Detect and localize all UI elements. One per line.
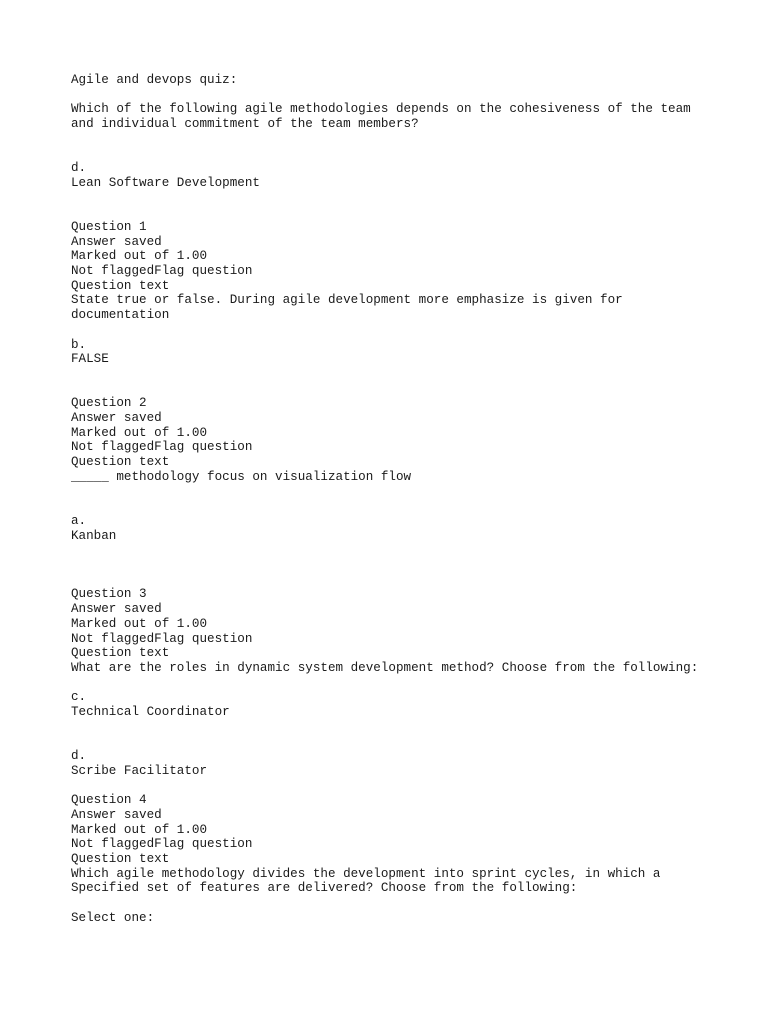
blank-line bbox=[71, 896, 731, 911]
answer-option-text: Lean Software Development bbox=[71, 175, 260, 190]
flag-status: Not flaggedFlag question bbox=[71, 264, 253, 279]
blank-line bbox=[71, 382, 731, 397]
doc-title: Agile and devops quiz: bbox=[71, 73, 238, 87]
question-number: Question 4 bbox=[71, 793, 147, 808]
blank-line bbox=[71, 132, 731, 147]
blank-line bbox=[71, 543, 731, 558]
question-text-label: Question text bbox=[71, 646, 170, 661]
question-number: Question 2 bbox=[71, 396, 147, 411]
question-marks: Marked out of 1.00 bbox=[71, 425, 208, 440]
blank-line bbox=[71, 88, 731, 103]
blank-line bbox=[71, 558, 731, 573]
answer-status: Answer saved bbox=[71, 602, 162, 617]
flag-status: Not flaggedFlag question bbox=[71, 631, 253, 646]
select-one-label: Select one: bbox=[71, 910, 155, 925]
flag-status: Not flaggedFlag question bbox=[71, 837, 253, 852]
intro-question-text: Which of the following agile methodologies depends on the cohesiveness of the team bbox=[71, 102, 691, 117]
answer-option-text: Scribe Facilitator bbox=[71, 763, 208, 778]
blank-line bbox=[71, 720, 731, 735]
question-number: Question 3 bbox=[71, 587, 147, 602]
question-text-label: Question text bbox=[71, 455, 170, 470]
question-marks: Marked out of 1.00 bbox=[71, 249, 208, 264]
answer-option-letter: d. bbox=[71, 749, 87, 764]
answer-option-text: FALSE bbox=[71, 352, 109, 367]
answer-status: Answer saved bbox=[71, 411, 162, 426]
flag-status: Not flaggedFlag question bbox=[71, 440, 253, 455]
question-text: Specified set of features are delivered? Choose from the following: bbox=[71, 881, 578, 896]
blank-line bbox=[71, 499, 731, 514]
blank-line bbox=[71, 323, 731, 338]
intro-question-text: and individual commitment of the team members? bbox=[71, 117, 419, 132]
answer-option-text: Kanban bbox=[71, 528, 117, 543]
question-text: What are the roles in dynamic system development method? Choose from the following: bbox=[71, 660, 699, 675]
blank-line bbox=[71, 734, 731, 749]
document-body bbox=[71, 73, 731, 926]
answer-option-letter: d. bbox=[71, 161, 87, 176]
answer-option-text: Technical Coordinator bbox=[71, 705, 230, 720]
answer-option-letter: a. bbox=[71, 513, 87, 528]
answer-status: Answer saved bbox=[71, 807, 162, 822]
question-text: _____ methodology focus on visualization flow bbox=[71, 469, 412, 484]
blank-line bbox=[71, 573, 731, 588]
blank-line bbox=[71, 205, 731, 220]
question-marks: Marked out of 1.00 bbox=[71, 822, 208, 837]
answer-option-letter: b. bbox=[71, 337, 87, 352]
answer-option-letter: c. bbox=[71, 690, 87, 705]
question-text: documentation bbox=[71, 308, 170, 323]
answer-status: Answer saved bbox=[71, 234, 162, 249]
question-text-label: Question text bbox=[71, 852, 170, 866]
blank-line bbox=[71, 367, 731, 382]
question-text: State true or false. During agile development more emphasize is given for bbox=[71, 293, 623, 308]
blank-line bbox=[71, 676, 731, 691]
question-number: Question 1 bbox=[71, 219, 147, 234]
blank-line bbox=[71, 191, 731, 206]
question-marks: Marked out of 1.00 bbox=[71, 616, 208, 631]
blank-line bbox=[71, 779, 731, 794]
blank-line bbox=[71, 146, 731, 161]
question-text: Which agile methodology divides the development into sprint cycles, in which a bbox=[71, 866, 661, 881]
question-text-label: Question text bbox=[71, 278, 170, 293]
blank-line bbox=[71, 485, 731, 500]
